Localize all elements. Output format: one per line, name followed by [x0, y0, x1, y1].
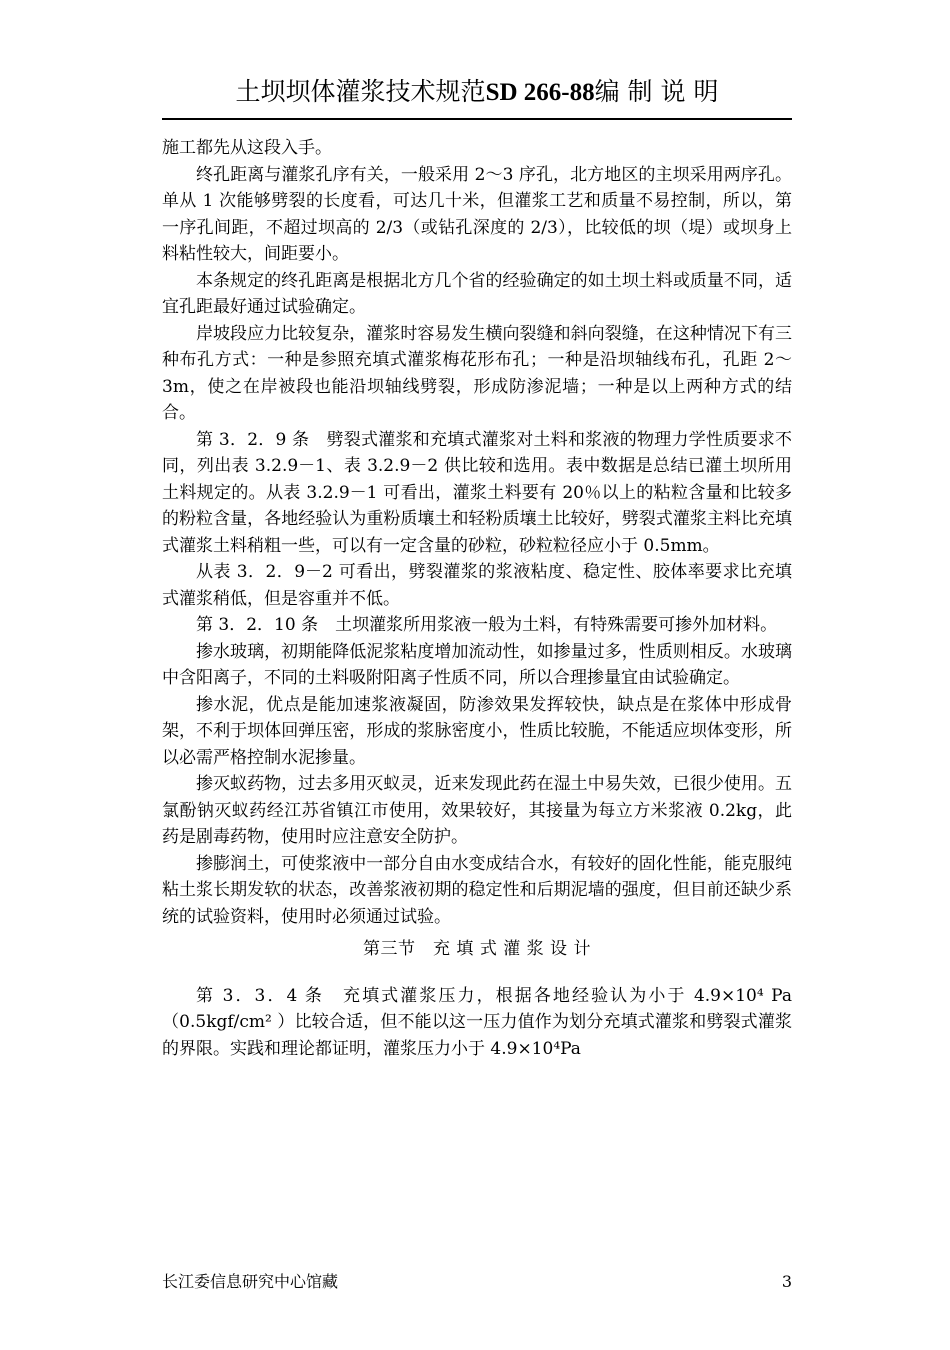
- header-rule: [162, 118, 792, 120]
- section-heading: 第三节 充 填 式 灌 浆 设 计: [363, 939, 591, 959]
- paragraph: 从表 3．2．9－2 可看出，劈裂灌浆的浆液粘度、稳定性、胶体率要求比充填式灌浆稍低，但是容重并不低。: [162, 562, 792, 609]
- page-header-title: [162, 74, 792, 111]
- paragraph: 终孔距离与灌浆孔序有关，一般采用 2～3 序孔，北方地区的主坝采用两序孔。单从 1 次能够劈裂的长度看，可达几十米，但灌浆工艺和质量不易控制，所以，第一序孔间距，不超过坝高的 2/3（或钻孔深度的 2/3），比较低的坝（堤）或坝身上料粘性较大，间距要小。: [162, 164, 792, 264]
- paragraph-continuation: 施工都先从这段入手。: [162, 138, 332, 158]
- paragraph: 掺水玻璃，初期能降低泥浆粘度增加流动性，如掺量过多，性质则相反。水玻璃中含阳离子，不同的土料吸附阳离子性质不同，所以合理掺量宜由试验确定。: [162, 641, 792, 688]
- title-prefix: 土坝坝体灌浆技术规范: [235, 77, 486, 106]
- paragraph-article-3-3-4: 第 3．3．4 条 充填式灌浆压力，根据各地经验认为小于 4.9×10⁴ Pa（0.5kgf/cm² ）比较合适，但不能以这一压力值作为划分充填式灌浆和劈裂式灌浆的界限。实践和理论都证明，灌浆压力小于 4.9×10⁴Pa: [162, 985, 792, 1059]
- title-suffix: 编 制 说 明: [594, 77, 719, 106]
- paragraph: 岸坡段应力比较复杂，灌浆时容易发生横向裂缝和斜向裂缝，在这种情况下有三种布孔方式：一种是参照充填式灌浆梅花形布孔；一种是沿坝轴线布孔，孔距 2～3m，使之在岸被段也能沿坝轴线劈裂，形成防渗泥墙；一种是以上两种方式的结合。: [162, 323, 792, 423]
- paragraph: 掺灭蚁药物，过去多用灭蚁灵，近来发现此药在湿土中易失效，已很少使用。五氯酚钠灭蚁药经江苏省镇江市使用，效果较好，其接量为每立方米浆液 0.2kg，此药是剧毒药物，使用时应注意安全防护。: [162, 774, 792, 847]
- paragraph-article-3-2-9: 第 3．2．9 条 劈裂式灌浆和充填式灌浆对土料和浆液的物理力学性质要求不同，列出表 3.2.9－1、表 3.2.9－2 供比较和选用。表中数据是总结已灌土坝所用土料规定的。从表 3.2.9－1 可看出，灌浆土料要有 20％以上的粘粒含量和比较多的粉粒含量，各地经验认为重粉质壤土和轻粉质壤土比较好，劈裂式灌浆主料比充填式灌浆土料稍粗一些，可以有一定含量的砂粒，砂粒粒径应小于 0.5mm。: [162, 429, 792, 556]
- standard-code: SD 266-88: [485, 79, 595, 106]
- paragraph: 本条规定的终孔距离是根据北方几个省的经验确定的如土坝土料或质量不同，适宜孔距最好通过试验确定。: [162, 270, 792, 317]
- paragraph: 掺水泥，优点是能加速浆液凝固，防渗效果发挥较快，缺点是在浆体中形成骨架，不利于坝体回弹压密，形成的浆脉密度小，性质比较脆，不能适应坝体变形，所以必需严格控制水泥掺量。: [162, 694, 792, 768]
- document-body: [162, 135, 792, 1062]
- footer-source: 长江委信息研究中心馆藏: [162, 1272, 339, 1291]
- page-number: 3: [781, 1272, 792, 1291]
- paragraph: 掺膨润土，可使浆液中一部分自由水变成结合水，有较好的固化性能，能克服纯粘土浆长期发软的状态，改善浆液初期的稳定性和后期泥墙的强度，但目前还缺少系统的试验资料，使用时必须通过试验。: [162, 853, 792, 927]
- paragraph-article-3-2-10: 第 3．2．10 条 土坝灌浆所用浆液一般为土料，有特殊需要可掺外加材料。: [196, 615, 778, 635]
